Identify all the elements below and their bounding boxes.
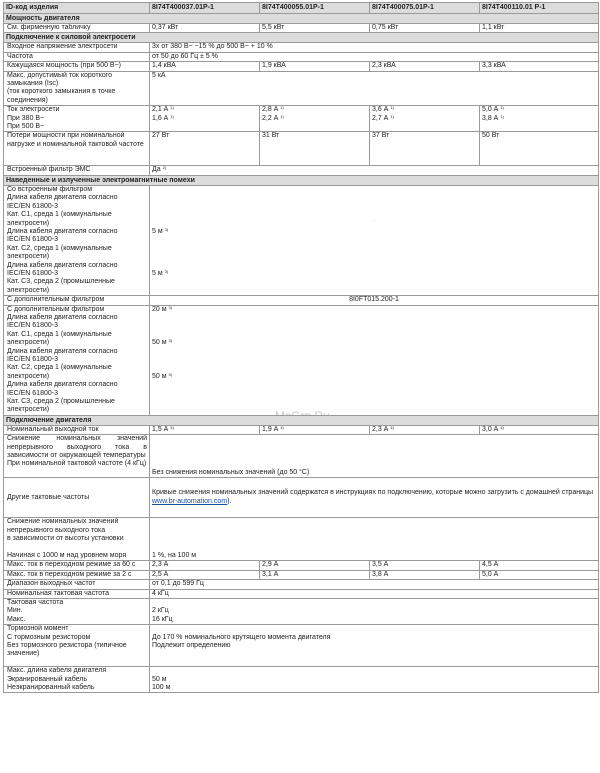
cell-value: 0,75 кВт [370,24,480,33]
cell-value: Да $^{2)}$ [150,166,599,175]
table-row [4,478,599,518]
row-label: Снижение номинальных значений непрерывного выходного тока в зависимости от высоты установки Начиная с 1000 м над уровнем моря [4,518,150,561]
table-row [4,561,599,570]
footnote-marker: 1) [280,113,284,119]
cell-value: 5,0 А $^{1)}$ 3,8 А $^{1)}$ [480,106,599,132]
cell-value: 2,8 А $^{1)}$ 2,2 А $^{1)}$ [260,106,370,132]
cell-value: 5,5 кВт [260,24,370,33]
cell-value: До 170 % номинального крутящего момента двигателя Подлежит определению [150,625,599,667]
cell-value: 5,0 А [480,570,599,579]
footnote-marker: 1) [170,113,174,119]
row-label: Потери мощности при номинальной нагрузке и номинальной тактовой частоте [4,132,150,166]
cell-value: 50 Вт [480,132,599,166]
table-row [4,589,599,598]
cell-value: 3,3 кВА [480,62,599,71]
footnote-marker: 2) [162,165,167,171]
table-row [4,667,599,693]
section-title: Мощность двигателя [4,14,599,24]
header-cell: 8I74T400055.01P-1 [260,3,370,14]
spec-table [3,2,599,693]
cell-value: 0,37 кВт [150,24,260,33]
cell-value: 2,3 А [150,561,260,570]
stray-mark: · [373,218,375,224]
table-row [4,570,599,579]
table-row [4,24,599,33]
footnote-marker: 1) [390,113,394,119]
cell-value: 1,9 кВА [260,62,370,71]
footnote-marker: 1) [500,113,504,119]
homepage-link[interactable]: www.br-automation.com [152,497,228,505]
cell-value: 2 кГц 16 кГц [150,598,599,624]
table-row [4,166,599,175]
cell-value: 50 м 100 м [150,667,599,693]
row-label: Кажущаяся мощность (при 500 В~) [4,62,150,71]
table-row [4,52,599,61]
footnote-marker: 3) [168,371,173,377]
note-text: Кривые снижения номинальных значений содержатся в инструкциях по подключению, которые можно загрузить с домашней страницы [152,489,594,497]
section-row [4,175,599,185]
cell-value: от 50 до 60 Гц ± 5 % [150,52,599,61]
cell-value: 1,9 А $^{4)}$ [260,425,370,434]
footnote-marker: 4) [170,425,174,430]
table-row [4,305,599,415]
cell-value: 8I0FT015.200-1 [150,296,599,305]
section-row [4,415,599,425]
header-cell: 8I74T400075.01P-1 [370,3,480,14]
cell-value: 27 Вт [150,132,260,166]
table-row [4,296,599,305]
section-row [4,14,599,24]
cell-value: 3,8 А [370,570,480,579]
row-label: С дополнительным фильтром Длина кабеля двигателя согласно IEC/EN 61800-3 Кат. C1, среда 1 (коммунальные электросети) Длина кабеля двигателя согласно IEC/EN 61800-3 Кат. C2, среда 1 (коммунальные электросети) Длина кабеля двигателя согласно IEC/EN 61800-3 Кат. C3, среда 2 (промышленные электросети) [4,305,150,415]
table-row [4,425,599,434]
cell-value: 1,4 кВА [150,62,260,71]
table-row [4,598,599,624]
row-label: Тактовая частота Мин. Макс. [4,598,150,624]
row-label: Номинальная тактовая частота [4,589,150,598]
cell-value: 4,5 А [480,561,599,570]
cell-value: 2,5 А [150,570,260,579]
table-row [4,132,599,166]
footnote-marker: 1) [280,105,284,111]
row-label: Макс. допустимый ток короткого замыкания (Isc) (ток короткого замыкания в точке соединения) [4,71,150,106]
footnote-marker: 3) [164,226,169,232]
row-label: Тормозной момент С тормозным резистором Без тормозного резистора (типичное значение) [4,625,150,667]
footnote-marker: 1) [170,105,174,111]
header-row [4,3,599,14]
cell-value: 37 Вт [370,132,480,166]
footnote-marker: 1) [500,105,504,111]
cell-value: 3,5 А [370,561,480,570]
cell-value: 3,1 А [260,570,370,579]
cell-value: 2,3 А $^{4)}$ [370,425,480,434]
section-title: Подключение к силовой электросети [4,33,599,43]
table-row [4,106,599,132]
header-cell: ID-код изделия [4,3,150,14]
note-tail: ). [227,497,232,505]
row-label: См. фирменную табличку [4,24,150,33]
header-cell: 8I74T400110.01 P-1 [480,3,599,14]
row-label: Макс. ток в переходном режиме за 60 с [4,561,150,570]
table-row [4,185,599,295]
cell-value: 5 кА [150,71,599,106]
cell-value: 2,3 кВА [370,62,480,71]
row-label: Входное напряжение электросети [4,43,150,52]
table-row [4,71,599,106]
cell-value: 3,0 А $^{4)}$ [480,425,599,434]
section-row [4,33,599,43]
footnote-marker: 3) [168,338,173,344]
footnote-marker: 3) [164,268,169,274]
footnote-marker: 4) [390,425,394,430]
cell-value: 1 %, на 100 м [150,518,599,561]
row-label: Ток электросети При 380 В~ При 500 В~ [4,106,150,132]
table-row [4,62,599,71]
footnote-marker: 3) [168,305,173,310]
cell-value: 4 кГц [150,589,599,598]
row-label: Другие тактовые частоты [4,478,150,518]
row-label: Снижение номинальных значений непрерывного выходного тока в зависимости от окружающей температуры При номинальной тактовой частоте (4 кГц) [4,435,150,478]
section-title: Подключение двигателя [4,415,599,425]
cell-value: 2,9 А [260,561,370,570]
row-label: Макс. ток в переходном режиме за 2 с [4,570,150,579]
row-label: Номинальный выходной ток [4,425,150,434]
cell-value: 3,6 А $^{1)}$ 2,7 А $^{1)}$ [370,106,480,132]
cell-value: 1,1 кВт [480,24,599,33]
cell-value: 20 м $^{3)}$ 50 м $^{3)}$ 50 м $^{3)}$ [150,305,599,415]
table-row [4,625,599,667]
row-label: Со встроенным фильтром Длина кабеля двигателя согласно IEC/EN 61800-3 Кат. C1, среда 1 (коммунальные электросети) Длина кабеля двигателя согласно IEC/EN 61800-3 Кат. C2, среда 1 (коммунальные электросети) Длина кабеля двигателя согласно IEC/EN 61800-3 Кат. C3, среда 2 (промышленные электросети) [4,185,150,295]
cell-value: 2,1 А $^{1)}$ 1,6 А $^{1)}$ [150,106,260,132]
footnote-marker: 1) [390,105,394,111]
row-label: Частота [4,52,150,61]
footnote-marker: 4) [500,425,504,430]
cell-value: 5 м $^{3)}$ 5 м $^{3)}$ [150,185,599,295]
section-title: Наведенные и излученные электромагнитные помехи [4,175,599,185]
cell-value: Без снижения номинальных значений (до 50 °C) [150,435,599,478]
row-label: С дополнительным фильтром [4,296,150,305]
cell-value: 31 Вт [260,132,370,166]
header-cell: 8I74T400037.01P-1 [150,3,260,14]
cell-value: от 0,1 до 599 Гц [150,580,599,589]
row-label: Встроенный фильтр ЭМС [4,166,150,175]
footnote-marker: 4) [280,425,284,430]
table-row [4,580,599,589]
row-label: Макс. длина кабеля двигателя Экранированный кабель Неэкранированный кабель [4,667,150,693]
table-row [4,518,599,561]
cell-value: 1,5 А $^{4)}$ [150,425,260,434]
cell-value [150,478,599,518]
table-row [4,435,599,478]
row-label: Диапазон выходных частот [4,580,150,589]
cell-value: 3x от 380 В~ −15 % до 500 В~ + 10 % [150,43,599,52]
table-row [4,43,599,52]
